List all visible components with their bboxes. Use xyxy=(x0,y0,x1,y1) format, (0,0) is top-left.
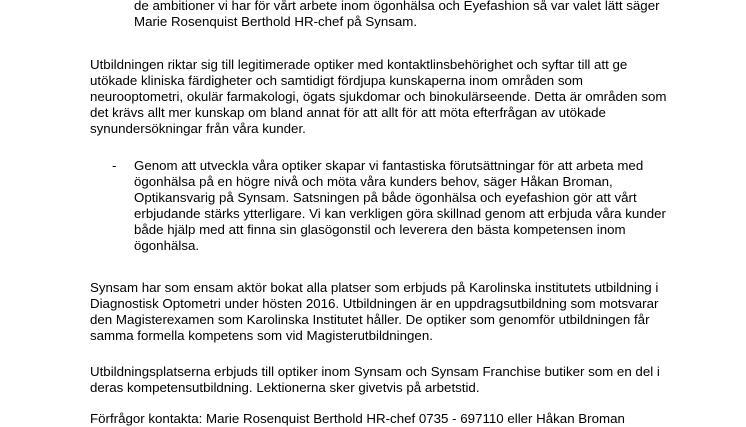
booking-paragraph-line-3: den Magisterexamen som Karolinska Institutet håller. De optiker som genomför utbildningen får xyxy=(90,312,650,327)
quote-bullet-marker: - xyxy=(112,158,117,173)
education-paragraph-line-3: neurooptometri, okulär farmakologi, ögats sjukdomar och binokulärseende. Detta är områden som xyxy=(90,89,667,104)
education-paragraph-line-1: Utbildningen riktar sig till legitimerade optiker med kontaktlinsbehörighet och syftar till att ge xyxy=(90,57,628,72)
bullet-quote-line-6: ögonhälsa. xyxy=(134,238,200,253)
bullet-quote-line-4: erbjudande stärks ytterligare. Vi kan verkligen göra skillnad genom att erbjuda våra kunder xyxy=(134,206,666,221)
education-paragraph-line-2: utökade kliniska färdigheter och samtidigt fördjupa kunskaperna inom områden som xyxy=(90,73,583,88)
booking-paragraph-line-4: samma formella kompetens som vid Magisterutbildningen. xyxy=(90,328,433,343)
bullet-quote-line-2: ögonhälsa på en högre nivå och möta våra kunders behov, säger Håkan Broman, xyxy=(134,174,613,189)
places-paragraph-line-2: deras kompetensutbildning. Lektionerna sker givetvis på arbetstid. xyxy=(90,380,480,395)
education-paragraph-line-4: det krävs allt mer kunskap om bland annat för att allt för att möta efterfrågan av utökade xyxy=(90,105,606,120)
bullet-quote-line-5: både hjälp med att finna sin glasögonstil och leverera den bästa kompetensen inom xyxy=(134,222,626,237)
education-paragraph-line-5: synundersökningar från våra kunder. xyxy=(90,121,306,136)
bullet-quote-line-1: Genom att utveckla våra optiker skapar vi fantastiska förutsättningar för att arbeta med xyxy=(134,158,644,173)
booking-paragraph-line-2: Diagnostisk Optometri under hösten 2016. Utbildningen är en uppdragsutbildning som motsvarar xyxy=(90,296,659,311)
intro-quote-line-1: de ambitioner vi har för vårt arbete inom ögonhälsa och Eyefashion så var valet lätt säger xyxy=(134,0,660,13)
bullet-quote-line-3: Optikansvarig på Synsam. Satsningen på både ögonhälsa och eyefashion gör att vårt xyxy=(134,190,637,205)
booking-paragraph-line-1: Synsam har som ensam aktör bokat alla platser som erbjuds på Karolinska institutets utbildning i xyxy=(90,280,659,295)
contact-line: Förfrågor kontakta: Marie Rosenquist Berthold HR-chef 0735 - 697110 eller Håkan Broman xyxy=(90,411,625,426)
places-paragraph-line-1: Utbildningsplatserna erbjuds till optiker inom Synsam och Synsam Franchise butiker som en del i xyxy=(90,364,660,379)
intro-quote-line-2: Marie Rosenquist Berthold HR-chef på Synsam. xyxy=(134,14,418,29)
